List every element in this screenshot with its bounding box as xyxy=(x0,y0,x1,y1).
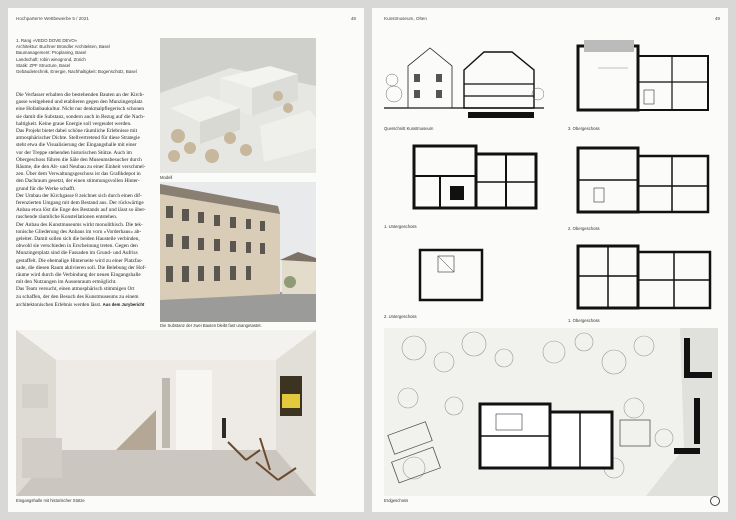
left-page-number: 48 xyxy=(350,16,356,21)
credit-line: Statik: ZPF Structure, Basel xyxy=(16,62,71,68)
project-credits xyxy=(16,38,156,75)
body-line: gestaffelt. Die ehemalige Hinterseite wird zu einer Platzfas- xyxy=(16,257,143,264)
body-line: Der Anbau des Kunstmuseums wirkt monolithisch. Die tek- xyxy=(16,221,143,228)
body-line: Obergeschoss führen die Säle den Museumsbesucher durch xyxy=(16,156,142,163)
model-caption: Modell xyxy=(160,175,173,180)
credit-line: Landschaft: robin winogrond, Zürich xyxy=(16,56,86,62)
body-line: sie damit die Substanz, sondern auch in Bezug auf die Nach- xyxy=(16,113,145,120)
street-caption: Die Substanz der zwei Bauten bleibt fast unangetastet. xyxy=(160,323,262,328)
og1-caption: 1. Obergeschoss xyxy=(568,318,600,323)
street-photo xyxy=(160,182,316,322)
body-line: grund für die Werke schafft. xyxy=(16,185,76,192)
body-line: sade, die diesen Raum aktivieren soll. Die Belebung der Hof- xyxy=(16,264,147,271)
body-text xyxy=(16,92,156,309)
floorplan-ug2 xyxy=(410,242,500,308)
body-line: ferenzierten Umgang mit dem Bestand aus. Der rückwärtige xyxy=(16,200,144,207)
body-line: Die Verfasser erhalten die bestehenden Bauten an der Kirch- xyxy=(16,92,145,98)
body-line: Der Umbau der Kirchgasse 8 zeichnet sich durch einen dif- xyxy=(16,192,142,199)
entrance-hall-photo xyxy=(16,330,316,496)
section-drawing xyxy=(384,36,544,120)
right-page xyxy=(372,8,728,512)
body-line: atmosphärischer Dichte. Stellvertretend für diese Strategie xyxy=(16,135,140,142)
right-header: Kunstmuseum, Olten xyxy=(384,16,427,21)
credit-line: Baumanagement: Proplaning, Basel xyxy=(16,50,87,56)
body-line: gasse weitgehend und etablieren gegen den Munzingerplatz xyxy=(16,99,143,106)
body-line: den Dachraum gesetzt, der einen stimmungsvollen Hinter- xyxy=(16,178,140,185)
body-line: Anbau etwa löst die Enge des Bestands auf und lässt so über- xyxy=(16,207,146,214)
body-line: räume wird durch die Verbindung der neuen Eingangshalle xyxy=(16,272,141,279)
body-line: tonische Gliederung des Anbaus im vorn «Vorderhaus» ab- xyxy=(16,228,142,235)
credit-line: Architektur: Buchner Bründler Architekten, Basel xyxy=(16,44,110,50)
ug2-caption: 2. Untergeschoss xyxy=(384,314,417,319)
body-line: architektonischen Erlebnis werden lässt. Aus dem Jurybericht xyxy=(16,301,145,308)
jury-label: Aus dem Jurybericht xyxy=(102,301,145,307)
siteplan-erdgeschoss xyxy=(384,328,718,496)
body-line: Das Team versucht, einen atmosphärisch stimmigen Ort xyxy=(16,286,135,293)
body-line: zen. Über dem Verwaltungsgeschoss ist das Grafikdepot in xyxy=(16,171,141,178)
body-line: raschende räumliche Konstellationen entstehen. xyxy=(16,214,118,221)
body-line: obwohl sie verschieden in Erscheinung treten. Gegen den xyxy=(16,243,138,250)
body-line: Räume, die den Alt- und Neubau zu einer Einheit verschmel- xyxy=(16,164,146,171)
ug1-caption: 1. Untergeschoss xyxy=(384,224,417,229)
left-page xyxy=(8,8,364,512)
floorplan-ug1 xyxy=(410,140,540,220)
floorplan-og1 xyxy=(568,240,718,316)
og3-caption: 3. Obergeschoss xyxy=(568,126,600,131)
body-line: geleitet. Damit sollen sich die beiden Hausteile verbinden, xyxy=(16,236,140,243)
left-header: Hochparterre Wettbewerbe 5 / 2021 xyxy=(16,16,89,21)
body-line: steht etwa die Visualisierung der Eingangshalle mit einer xyxy=(16,142,137,149)
section-caption: Querschnitt Kunstmuseum xyxy=(384,126,434,131)
body-line: vor der Treppe stehenden historischen Stütze. Auch im xyxy=(16,149,132,156)
model-photo xyxy=(160,38,316,173)
body-line: mit den Nutzungen im Aussenraum ermöglicht. xyxy=(16,279,117,286)
og2-caption: 2. Obergeschoss xyxy=(568,226,600,231)
body-line: zu schaffen, der den Besuch des Kunstmuseums zu einem xyxy=(16,293,139,300)
credit-line: 1. Rang «VEDO DOVE DEVO» xyxy=(16,38,78,43)
body-line: Das Projekt bietet dabei schöne räumliche Erlebnisse mit xyxy=(16,128,138,135)
right-page-number: 49 xyxy=(714,16,720,21)
body-line: Munzingerplatz sind die Fassaden im Grund- und Aufriss xyxy=(16,250,138,257)
north-arrow-icon xyxy=(710,496,720,506)
body-line: eine Hofanbaukultur. Nicht nur denkmalpflegerisch schonen xyxy=(16,106,144,113)
hall-caption: Eingangshalle mit historischer Stütze xyxy=(16,498,85,503)
eg-caption: Erdgeschoss xyxy=(384,498,409,503)
credit-line: Gebäudetechnik, Energie, Nachhaltigkeit: Bogenschütz, Basel xyxy=(16,69,137,75)
floorplan-og2 xyxy=(568,140,718,224)
body-line: haltigkeit. Keine graue Energie soll vergeudet werden. xyxy=(16,120,132,127)
floorplan-og3 xyxy=(568,38,718,124)
